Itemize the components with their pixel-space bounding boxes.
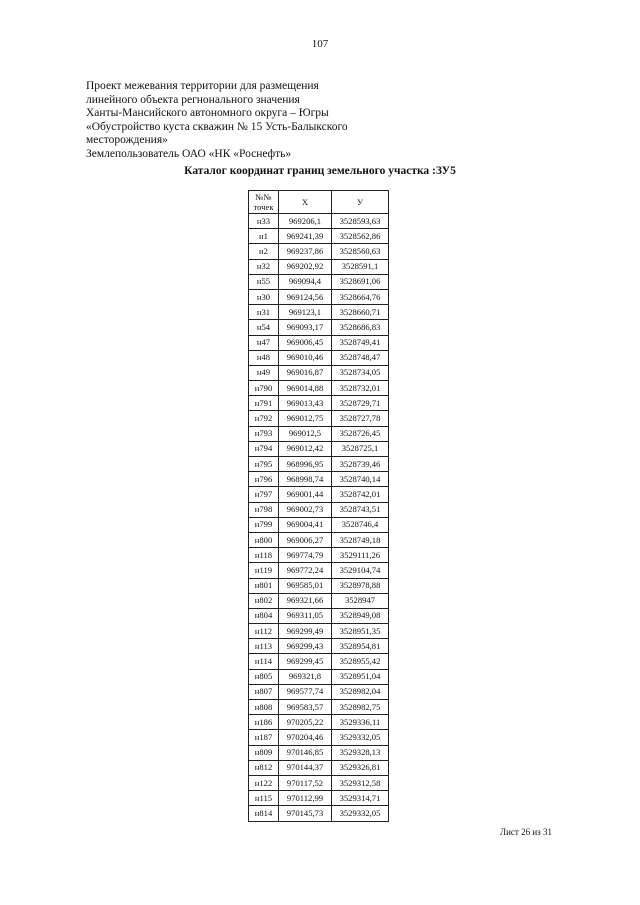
point-id-cell: н793 [249, 426, 279, 441]
point-id-cell: н114 [249, 654, 279, 669]
y-coordinate-cell: 3529332,05 [332, 730, 389, 745]
point-id-cell: н32 [249, 259, 279, 274]
y-coordinate-cell: 3529326,81 [332, 760, 389, 775]
point-id-cell: н49 [249, 365, 279, 380]
x-coordinate-cell: 969321,8 [279, 669, 332, 684]
x-coordinate-cell: 969577,74 [279, 684, 332, 699]
x-coordinate-cell: 970144,37 [279, 760, 332, 775]
x-coordinate-cell: 969012,5 [279, 426, 332, 441]
catalog-title: Каталог координат границ земельного участка :ЗУ5 [184, 165, 456, 177]
point-id-cell: н805 [249, 669, 279, 684]
x-coordinate-cell: 969010,46 [279, 350, 332, 365]
point-id-cell: н796 [249, 472, 279, 487]
y-coordinate-cell: 3529336,11 [332, 715, 389, 730]
x-coordinate-cell: 969013,43 [279, 396, 332, 411]
sheet-footer: Лист 26 из 31 [500, 827, 552, 837]
point-id-cell: н118 [249, 548, 279, 563]
y-coordinate-cell: 3529328,13 [332, 745, 389, 760]
table-row [249, 320, 389, 335]
table-row [249, 578, 389, 593]
point-id-cell: н122 [249, 775, 279, 790]
y-coordinate-cell: 3528664,76 [332, 289, 389, 304]
table-row [249, 517, 389, 532]
y-coordinate-cell: 3528726,45 [332, 426, 389, 441]
y-coordinate-cell: 3529312,58 [332, 775, 389, 790]
x-coordinate-cell: 969774,79 [279, 548, 332, 563]
header-line: месторождения» [86, 134, 168, 147]
x-coordinate-cell: 969299,45 [279, 654, 332, 669]
table-row [249, 563, 389, 578]
x-coordinate-cell: 969002,73 [279, 502, 332, 517]
x-coordinate-cell: 969012,75 [279, 411, 332, 426]
point-id-cell: н31 [249, 305, 279, 320]
table-row [249, 457, 389, 472]
x-coordinate-cell: 969001,44 [279, 487, 332, 502]
y-coordinate-cell: 3528660,71 [332, 305, 389, 320]
y-coordinate-cell: 3528686,83 [332, 320, 389, 335]
table-row [249, 548, 389, 563]
y-coordinate-cell: 3528562,86 [332, 229, 389, 244]
y-coordinate-cell: 3528725,1 [332, 441, 389, 456]
point-id-cell: н804 [249, 608, 279, 623]
point-id-cell: н33 [249, 214, 279, 229]
point-id-cell: н115 [249, 791, 279, 806]
point-id-cell: н2 [249, 244, 279, 259]
x-coordinate-cell: 969094,4 [279, 274, 332, 289]
x-coordinate-cell: 969772,24 [279, 563, 332, 578]
table-row [249, 806, 389, 821]
table-row [249, 624, 389, 639]
table-row [249, 335, 389, 350]
table-row [249, 715, 389, 730]
point-id-cell: н113 [249, 639, 279, 654]
y-coordinate-cell: 3528949,08 [332, 608, 389, 623]
table-row [249, 396, 389, 411]
table-row [249, 305, 389, 320]
table-row [249, 441, 389, 456]
x-coordinate-cell: 969299,49 [279, 624, 332, 639]
y-coordinate-cell: 3528743,51 [332, 502, 389, 517]
table-row [249, 791, 389, 806]
table-row [249, 259, 389, 274]
header-line: Землепользователь ОАО «НК «Роснефть» [86, 147, 292, 160]
x-coordinate-cell: 969202,92 [279, 259, 332, 274]
x-coordinate-cell: 970204,46 [279, 730, 332, 745]
point-id-cell: н801 [249, 578, 279, 593]
table-row [249, 639, 389, 654]
coordinates-table-body [249, 214, 389, 822]
y-coordinate-cell: 3528749,41 [332, 335, 389, 350]
y-coordinate-cell: 3529111,26 [332, 548, 389, 563]
table-row [249, 426, 389, 441]
header-line: «Обустройство куста скважин № 15 Усть-Балыкского [86, 120, 348, 133]
x-coordinate-cell: 969016,87 [279, 365, 332, 380]
header-line: Ханты-Мансийского автономного округа – Югры [86, 107, 329, 120]
x-coordinate-cell: 970146,85 [279, 745, 332, 760]
y-coordinate-cell: 3528982,75 [332, 700, 389, 715]
table-row [249, 654, 389, 669]
page-number: 107 [311, 38, 329, 50]
table-row [249, 289, 389, 304]
x-coordinate-cell: 968996,95 [279, 457, 332, 472]
y-coordinate-cell: 3528732,01 [332, 381, 389, 396]
y-coordinate-cell: 3528739,46 [332, 457, 389, 472]
point-id-cell: н119 [249, 563, 279, 578]
x-coordinate-cell: 969206,1 [279, 214, 332, 229]
y-coordinate-cell: 3528951,35 [332, 624, 389, 639]
table-row [249, 745, 389, 760]
y-coordinate-cell: 3528734,05 [332, 365, 389, 380]
x-coordinate-cell: 969299,43 [279, 639, 332, 654]
point-id-cell: н112 [249, 624, 279, 639]
table-row [249, 472, 389, 487]
x-coordinate-cell: 969093,17 [279, 320, 332, 335]
x-coordinate-cell: 969237,86 [279, 244, 332, 259]
x-coordinate-cell: 969014,88 [279, 381, 332, 396]
table-row [249, 532, 389, 547]
x-coordinate-cell: 968998,74 [279, 472, 332, 487]
point-id-cell: н47 [249, 335, 279, 350]
point-id-cell: н790 [249, 381, 279, 396]
y-coordinate-cell: 3528982,04 [332, 684, 389, 699]
x-coordinate-cell: 970112,99 [279, 791, 332, 806]
y-coordinate-cell: 3529332,05 [332, 806, 389, 821]
point-id-cell: н812 [249, 760, 279, 775]
y-coordinate-cell: 3528749,18 [332, 532, 389, 547]
table-row [249, 381, 389, 396]
point-id-cell: н55 [249, 274, 279, 289]
table-row [249, 684, 389, 699]
x-coordinate-cell: 969004,41 [279, 517, 332, 532]
point-id-cell: н54 [249, 320, 279, 335]
y-coordinate-cell: 3528591,1 [332, 259, 389, 274]
x-coordinate-cell: 969321,66 [279, 593, 332, 608]
table-row [249, 244, 389, 259]
table-row [249, 411, 389, 426]
point-id-cell: н792 [249, 411, 279, 426]
point-id-cell: н791 [249, 396, 279, 411]
y-coordinate-cell: 3528746,4 [332, 517, 389, 532]
point-id-cell: н802 [249, 593, 279, 608]
y-coordinate-cell: 3528978,88 [332, 578, 389, 593]
x-coordinate-cell: 969012,42 [279, 441, 332, 456]
point-id-cell: н794 [249, 441, 279, 456]
column-header-y: У [332, 191, 389, 214]
point-id-cell: н795 [249, 457, 279, 472]
x-coordinate-cell: 969006,27 [279, 532, 332, 547]
x-coordinate-cell: 970205,22 [279, 715, 332, 730]
point-id-cell: н48 [249, 350, 279, 365]
table-row [249, 214, 389, 229]
point-id-cell: н809 [249, 745, 279, 760]
x-coordinate-cell: 969585,01 [279, 578, 332, 593]
table-row [249, 700, 389, 715]
point-id-cell: н800 [249, 532, 279, 547]
table-row [249, 775, 389, 790]
point-id-cell: н799 [249, 517, 279, 532]
x-coordinate-cell: 970145,73 [279, 806, 332, 821]
x-coordinate-cell: 969123,1 [279, 305, 332, 320]
table-row [249, 502, 389, 517]
x-coordinate-cell: 969006,45 [279, 335, 332, 350]
x-coordinate-cell: 969124,56 [279, 289, 332, 304]
header-line: линейного объекта регнонального значения [86, 93, 300, 106]
table-row [249, 669, 389, 684]
point-id-cell: н187 [249, 730, 279, 745]
point-id-cell: н30 [249, 289, 279, 304]
y-coordinate-cell: 3528727,78 [332, 411, 389, 426]
x-coordinate-cell: 969583,57 [279, 700, 332, 715]
y-coordinate-cell: 3529314,71 [332, 791, 389, 806]
y-coordinate-cell: 3529104,74 [332, 563, 389, 578]
y-coordinate-cell: 3528748,47 [332, 350, 389, 365]
column-header-point: №№ точек [249, 191, 279, 214]
coordinates-table [248, 190, 389, 822]
point-id-cell: н814 [249, 806, 279, 821]
x-coordinate-cell: 969241,39 [279, 229, 332, 244]
point-id-cell: н1 [249, 229, 279, 244]
x-coordinate-cell: 970117,52 [279, 775, 332, 790]
table-row [249, 593, 389, 608]
y-coordinate-cell: 3528954,81 [332, 639, 389, 654]
column-header-x: X [279, 191, 332, 214]
y-coordinate-cell: 3528740,14 [332, 472, 389, 487]
table-row [249, 365, 389, 380]
y-coordinate-cell: 3528951,04 [332, 669, 389, 684]
table-row [249, 229, 389, 244]
y-coordinate-cell: 3528593,63 [332, 214, 389, 229]
project-header [86, 80, 416, 162]
table-row [249, 487, 389, 502]
table-row [249, 608, 389, 623]
header-line: Проект межевания территории для размещения [86, 80, 319, 92]
table-row [249, 760, 389, 775]
point-id-cell: н797 [249, 487, 279, 502]
y-coordinate-cell: 3528560,63 [332, 244, 389, 259]
point-id-cell: н798 [249, 502, 279, 517]
point-id-cell: н807 [249, 684, 279, 699]
point-id-cell: н808 [249, 700, 279, 715]
table-header-row [249, 191, 389, 214]
table-row [249, 274, 389, 289]
y-coordinate-cell: 3528742,01 [332, 487, 389, 502]
table-row [249, 350, 389, 365]
y-coordinate-cell: 3528691,06 [332, 274, 389, 289]
y-coordinate-cell: 3528955,42 [332, 654, 389, 669]
y-coordinate-cell: 3528947 [332, 593, 389, 608]
x-coordinate-cell: 969311,05 [279, 608, 332, 623]
point-id-cell: н186 [249, 715, 279, 730]
y-coordinate-cell: 3528729,71 [332, 396, 389, 411]
table-row [249, 730, 389, 745]
